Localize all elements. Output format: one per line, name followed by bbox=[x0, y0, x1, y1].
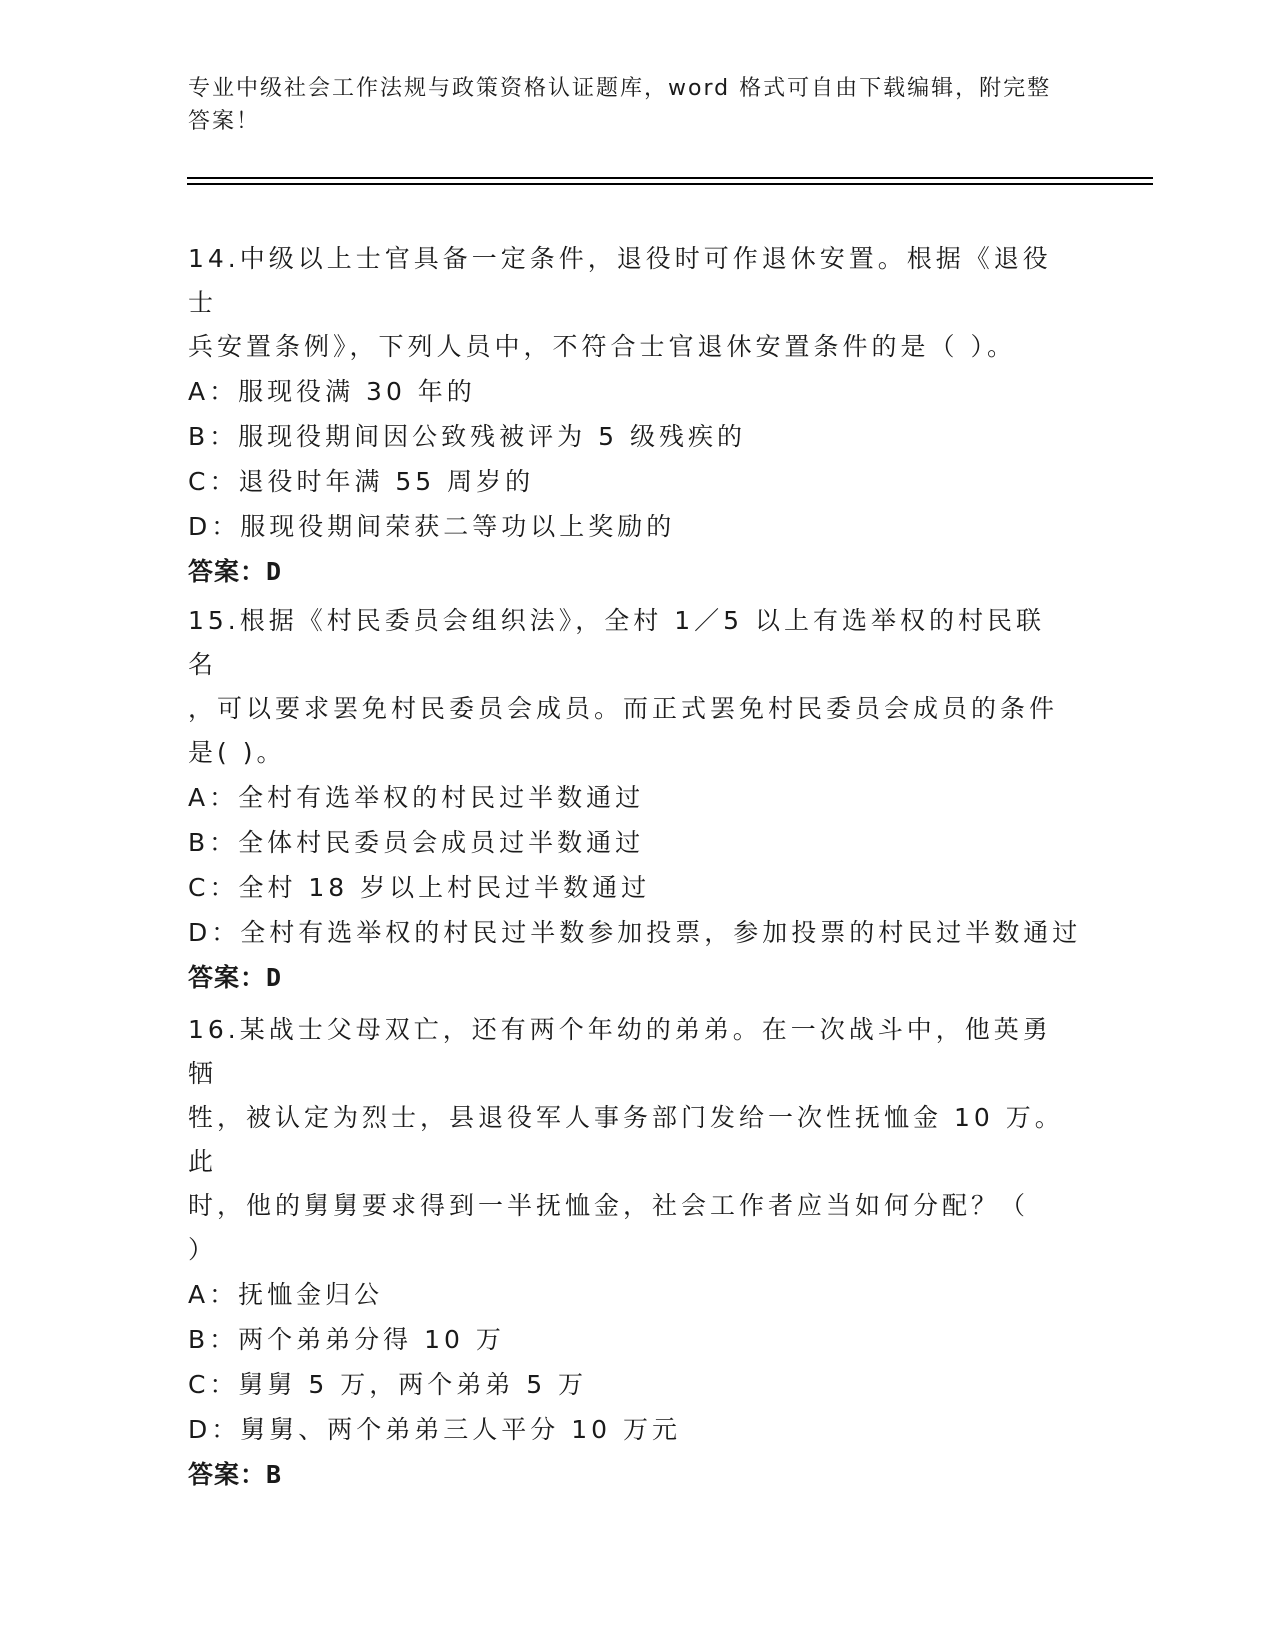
stem-line: 14.中级以上士官具备一定条件，退役时可作退休安置。根据《退役士 bbox=[188, 244, 1052, 317]
option-b: B：服现役期间因公致残被评为 5 级残疾的 bbox=[188, 422, 746, 451]
option-c: C：退役时年满 55 周岁的 bbox=[188, 467, 535, 496]
option-d: D：全村有选举权的村民过半数参加投票，参加投票的村民过半数通过 bbox=[188, 918, 1082, 947]
option-a: A：服现役满 30 年的 bbox=[188, 377, 476, 406]
stem-line: ，可以要求罢免村民委员会成员。而正式罢免村民委员会成员的条件 bbox=[188, 694, 1059, 723]
document-header bbox=[188, 72, 1068, 138]
stem-line: 是( )。 bbox=[188, 738, 286, 767]
option-b: B：两个弟弟分得 10 万 bbox=[188, 1325, 505, 1354]
option-c: C：全村 18 岁以上村民过半数通过 bbox=[188, 873, 651, 902]
question-15 bbox=[188, 599, 1082, 1001]
answer-line: 答案：D bbox=[188, 557, 283, 586]
header-line-2: 答案！ bbox=[188, 109, 261, 134]
header-divider-top bbox=[187, 177, 1153, 179]
stem-line: 兵安置条例》，下列人员中，不符合士官退休安置条件的是（ ）。 bbox=[188, 332, 1016, 361]
question-stem bbox=[188, 237, 1068, 369]
header-line-1: 专业中级社会工作法规与政策资格认证题库，word 格式可自由下载编辑，附完整 bbox=[188, 76, 1052, 101]
answer-line: 答案：B bbox=[188, 1460, 283, 1489]
option-a: A：全村有选举权的村民过半数通过 bbox=[188, 783, 645, 812]
stem-line: ） bbox=[188, 1235, 218, 1264]
option-c: C：舅舅 5 万，两个弟弟 5 万 bbox=[188, 1370, 588, 1399]
answer-line: 答案：D bbox=[188, 963, 283, 992]
option-a: A：抚恤金归公 bbox=[188, 1280, 384, 1309]
stem-line: 16.某战士父母双亡，还有两个年幼的弟弟。在一次战斗中，他英勇牺 bbox=[188, 1015, 1052, 1088]
option-b: B：全体村民委员会成员过半数通过 bbox=[188, 828, 645, 857]
question-16 bbox=[188, 1008, 1068, 1498]
question-stem bbox=[188, 599, 1068, 775]
stem-line: 时，他的舅舅要求得到一半抚恤金，社会工作者应当如何分配？（ bbox=[188, 1191, 1030, 1220]
header-divider-bottom bbox=[187, 183, 1153, 185]
stem-line: 15.根据《村民委员会组织法》，全村 1／5 以上有选举权的村民联名 bbox=[188, 606, 1045, 679]
question-stem bbox=[188, 1008, 1068, 1272]
stem-line: 牲，被认定为烈士，县退役军人事务部门发给一次性抚恤金 10 万。此 bbox=[188, 1103, 1064, 1176]
option-d: D：服现役期间荣获二等功以上奖励的 bbox=[188, 512, 676, 541]
question-14 bbox=[188, 237, 1068, 595]
option-d: D：舅舅、两个弟弟三人平分 10 万元 bbox=[188, 1415, 681, 1444]
